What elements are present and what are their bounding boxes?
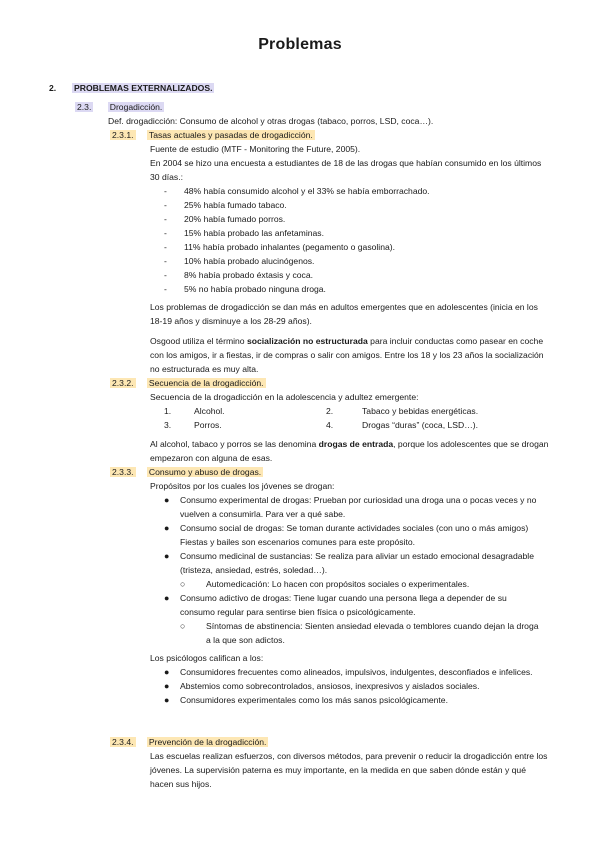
list-item: - 5% no había probado ninguna droga. (164, 284, 326, 294)
list-item: - 15% había probado las anfetaminas. (164, 228, 324, 238)
psychologists-intro: Los psicólogos califican a los: (150, 653, 264, 663)
heading-2-3-3-title: Consumo y abuso de drogas. (148, 467, 262, 477)
list-item: ● Abstemios como sobrecontrolados, ansiosos, inexpresivos y aislados sociales. (164, 681, 480, 691)
sequence-list (164, 404, 504, 432)
survey-intro: En 2004 se hizo una encuesta a estudiantes de 18 de las drogas que habían consumido en los últimos 30 días.: (150, 158, 542, 182)
section-heading (72, 81, 214, 95)
heading-2-3-3 (110, 465, 263, 479)
paragraph-emerging-adults: Los problemas de drogadicción se dan más en adultos emergentes que en adolescentes (inicia en los 18-19 años y disminuye a los 28-29 años). (150, 302, 538, 326)
bold-term: socialización no estructurada (246, 336, 368, 346)
list-item: - 48% había consumido alcohol y el 33% se había emborrachado. (164, 186, 430, 196)
subsection-heading (75, 100, 164, 114)
list-item: ● Consumo adictivo de drogas: Tiene lugar cuando una persona llega a depender de su consumo regular para sentirse bien física o psicológicamente. ○ Síntomas de abstinencia: Sienten ansiedad elevada o temblores cuando dejan la droga a la que son adictos. (164, 591, 544, 647)
list-item: ● Consumo medicinal de sustancias: Se realiza para aliviar un estado emocional desagradable (tristeza, ansiedad, estrés, soledad…). ○ Automedicación: Lo hacen con propósitos sociales o experimentales. (164, 549, 544, 591)
heading-2-3-1-number: 2.3.1. (112, 130, 134, 140)
list-item: ● Consumidores experimentales como los más sanos psicológicamente. (164, 695, 448, 705)
subsection-title: Drogadicción. (109, 102, 163, 112)
sequence-row: 3. Porros. 4. Drogas “duras” (coca, LSD…). (164, 420, 479, 430)
list-item: - 20% había fumado porros. (164, 214, 286, 224)
sequence-row: 1. Alcohol. 2. Tabaco y bebidas energéticas. (164, 406, 479, 416)
heading-2-3-4 (110, 735, 268, 749)
page-title: Problemas (258, 36, 342, 53)
purposes-list (164, 493, 544, 647)
heading-2-3-3-number: 2.3.3. (112, 467, 134, 477)
heading-2-3-2-title: Secuencia de la drogadicción. (148, 378, 264, 388)
definition-text: Def. drogadicción: Consumo de alcohol y otras drogas (tabaco, porros, LSD, coca…). (108, 116, 434, 126)
heading-2-3-4-title: Prevención de la drogadicción. (148, 737, 267, 747)
heading-2-3-1 (110, 128, 315, 142)
list-item: ● Consumidores frecuentes como alineados, impulsivos, indulgentes, desconfiados e infelices. (164, 667, 533, 677)
paragraph-osgood: Osgood utiliza el término socialización no estructurada para incluir conductas como pasear en coche con los amigos, ir a fiestas, ir de compras o salir con amigos. Entre los 18 y los 23 años la socialización no estructurada es muy alta. (150, 336, 544, 374)
heading-2-3-4-number: 2.3.4. (112, 737, 134, 747)
paragraph-gateway-drugs: Al alcohol, tabaco y porros se las denomina drogas de entrada, porque los adolescentes que se drogan empezaron con alguna de esas. (150, 439, 549, 463)
prevention-paragraph: Las escuelas realizan esfuerzos, con diversos métodos, para prevenir o reducir la drogadicción entre los jóvenes. La supervisión paterna es muy importante, en la medida en que saben dónde están y qué hacen sus hijos. (150, 751, 548, 789)
list-item: ● Consumo experimental de drogas: Prueban por curiosidad una droga una o pocas veces y no vuelven a consumirla. Para ver a qué sabe. (164, 495, 537, 519)
heading-2-3-1-title: Tasas actuales y pasadas de drogadicción. (148, 130, 313, 140)
list-item: - 11% había probado inhalantes (pegamento o gasolina). (164, 242, 396, 252)
psychologists-list (164, 665, 544, 707)
sequence-intro: Secuencia de la drogadicción en la adolescencia y adultez emergente: (150, 392, 419, 402)
list-item: - 8% había probado éxtasis y coca. (164, 270, 313, 280)
bold-term: drogas de entrada (318, 439, 394, 449)
sub-list-item: ○ Síntomas de abstinencia: Sienten ansiedad elevada o temblores cuando dejan la droga a la que son adictos. (180, 621, 539, 645)
subsection-number: 2.3. (77, 102, 92, 112)
list-item: - 10% había probado alucinógenos. (164, 256, 315, 266)
section-title: PROBLEMAS EXTERNALIZADOS. (74, 83, 213, 93)
sub-list-item: ○ Automedicación: Lo hacen con propósitos sociales o experimentales. (180, 579, 470, 589)
list-item: - 25% había fumado tabaco. (164, 200, 287, 210)
heading-2-3-2 (110, 376, 266, 390)
section-number: 2. (49, 83, 57, 93)
survey-results-list (164, 184, 430, 296)
purposes-intro: Propósitos por los cuales los jóvenes se drogan: (150, 481, 335, 491)
source-text: Fuente de estudio (MTF - Monitoring the Future, 2005). (150, 144, 361, 154)
list-item: ● Consumo social de drogas: Se toman durante actividades sociales (con uno o más amigos) Fiestas y bailes son escenarios comunes para este propósito. (164, 523, 529, 547)
heading-2-3-2-number: 2.3.2. (112, 378, 134, 388)
